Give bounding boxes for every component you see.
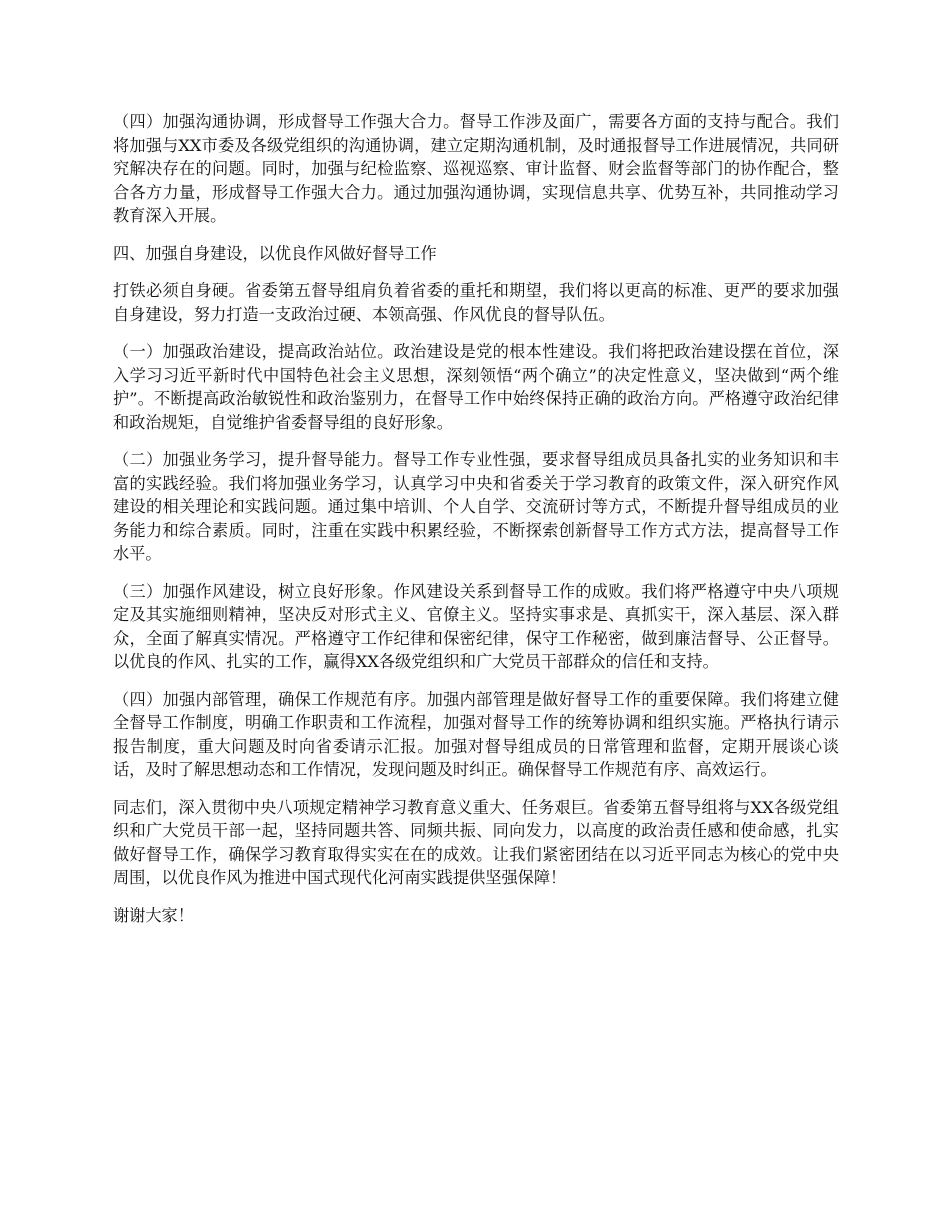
document-page bbox=[113, 110, 839, 941]
paragraph-thanks: 谢谢大家！ bbox=[113, 905, 194, 925]
paragraph-internal-management: （四）加强内部管理，确保工作规范有序。加强内部管理是做好督导工作的重要保障。我们将建立健全督导工作制度，明确工作职责和工作流程，加强对督导工作的统筹协调和组织实施。严格执行请示报告制度，重大问题及时向省委请示汇报。加强对督导组成员的日常管理和监督，定期开展谈心谈话，及时了解思想动态和工作情况，发现问题及时纠正。确保督导工作规范有序、高效运行。 bbox=[113, 689, 839, 779]
paragraph-political-building: （一）加强政治建设，提高政治站位。政治建设是党的根本性建设。我们将把政治建设摆在首位，深入学习习近平新时代中国特色社会主义思想，深刻领悟“两个确立”的决定性意义，坚决做到“两个维护”。不断提高政治敏锐性和政治鉴别力，在督导工作中始终保持正确的政治方向。严格遵守政治纪律和政治规矩，自觉维护省委督导组的良好形象。 bbox=[113, 342, 839, 432]
paragraph-work-style: （三）加强作风建设，树立良好形象。作风建设关系到督导工作的成败。我们将严格遵守中央八项规定及其实施细则精神，坚决反对形式主义、官僚主义。坚持实事求是、真抓实干，深入基层、深入群众，全面了解真实情况。严格遵守工作纪律和保密纪律，保守工作秘密，做到廉洁督导、公正督导。以优良的作风、扎实的工作，赢得XX各级党组织和广大党员干部群众的信任和支持。 bbox=[113, 581, 839, 671]
paragraph-business-study: （二）加强业务学习，提升督导能力。督导工作专业性强，要求督导组成员具备扎实的业务知识和丰富的实践经验。我们将加强业务学习，认真学习中央和省委关于学习教育的政策文件，深入研究作风建设的相关理论和实践问题。通过集中培训、个人自学、交流研讨等方式，不断提升督导组成员的业务能力和综合素质。同时，注重在实践中积累经验，不断探索创新督导工作方式方法，提高督导工作水平。 bbox=[113, 450, 839, 563]
paragraph-communication: （四）加强沟通协调，形成督导工作强大合力。督导工作涉及面广，需要各方面的支持与配合。我们将加强与XX市委及各级党组织的沟通协调，建立定期沟通机制，及时通报督导工作进展情况，共同研究解决存在的问题。同时，加强与纪检监察、巡视巡察、审计监督、财会监督等部门的协作配合，整合各方力量，形成督导工作强大合力。通过加强沟通协调，实现信息共享、优势互补，共同推动学习教育深入开展。 bbox=[113, 112, 839, 225]
paragraph-conclusion: 同志们，深入贯彻中央八项规定精神学习教育意义重大、任务艰巨。省委第五督导组将与XX各级党组织和广大党员干部一起，坚持同题共答、同频共振、同向发力，以高度的政治责任感和使命感，扎实做好督导工作，确保学习教育取得实实在在的成效。让我们紧密团结在以习近平同志为核心的党中央周围，以优良作风为推进中国式现代化河南实践提供坚强保障！ bbox=[113, 797, 839, 887]
paragraph-intro-self-building: 打铁必须自身硬。省委第五督导组肩负着省委的重托和期望，我们将以更高的标准、更严的要求加强自身建设，努力打造一支政治过硬、本领高强、作风优良的督导队伍。 bbox=[113, 281, 839, 324]
section-heading-self-building: 四、加强自身建设，以优良作风做好督导工作 bbox=[113, 243, 437, 263]
